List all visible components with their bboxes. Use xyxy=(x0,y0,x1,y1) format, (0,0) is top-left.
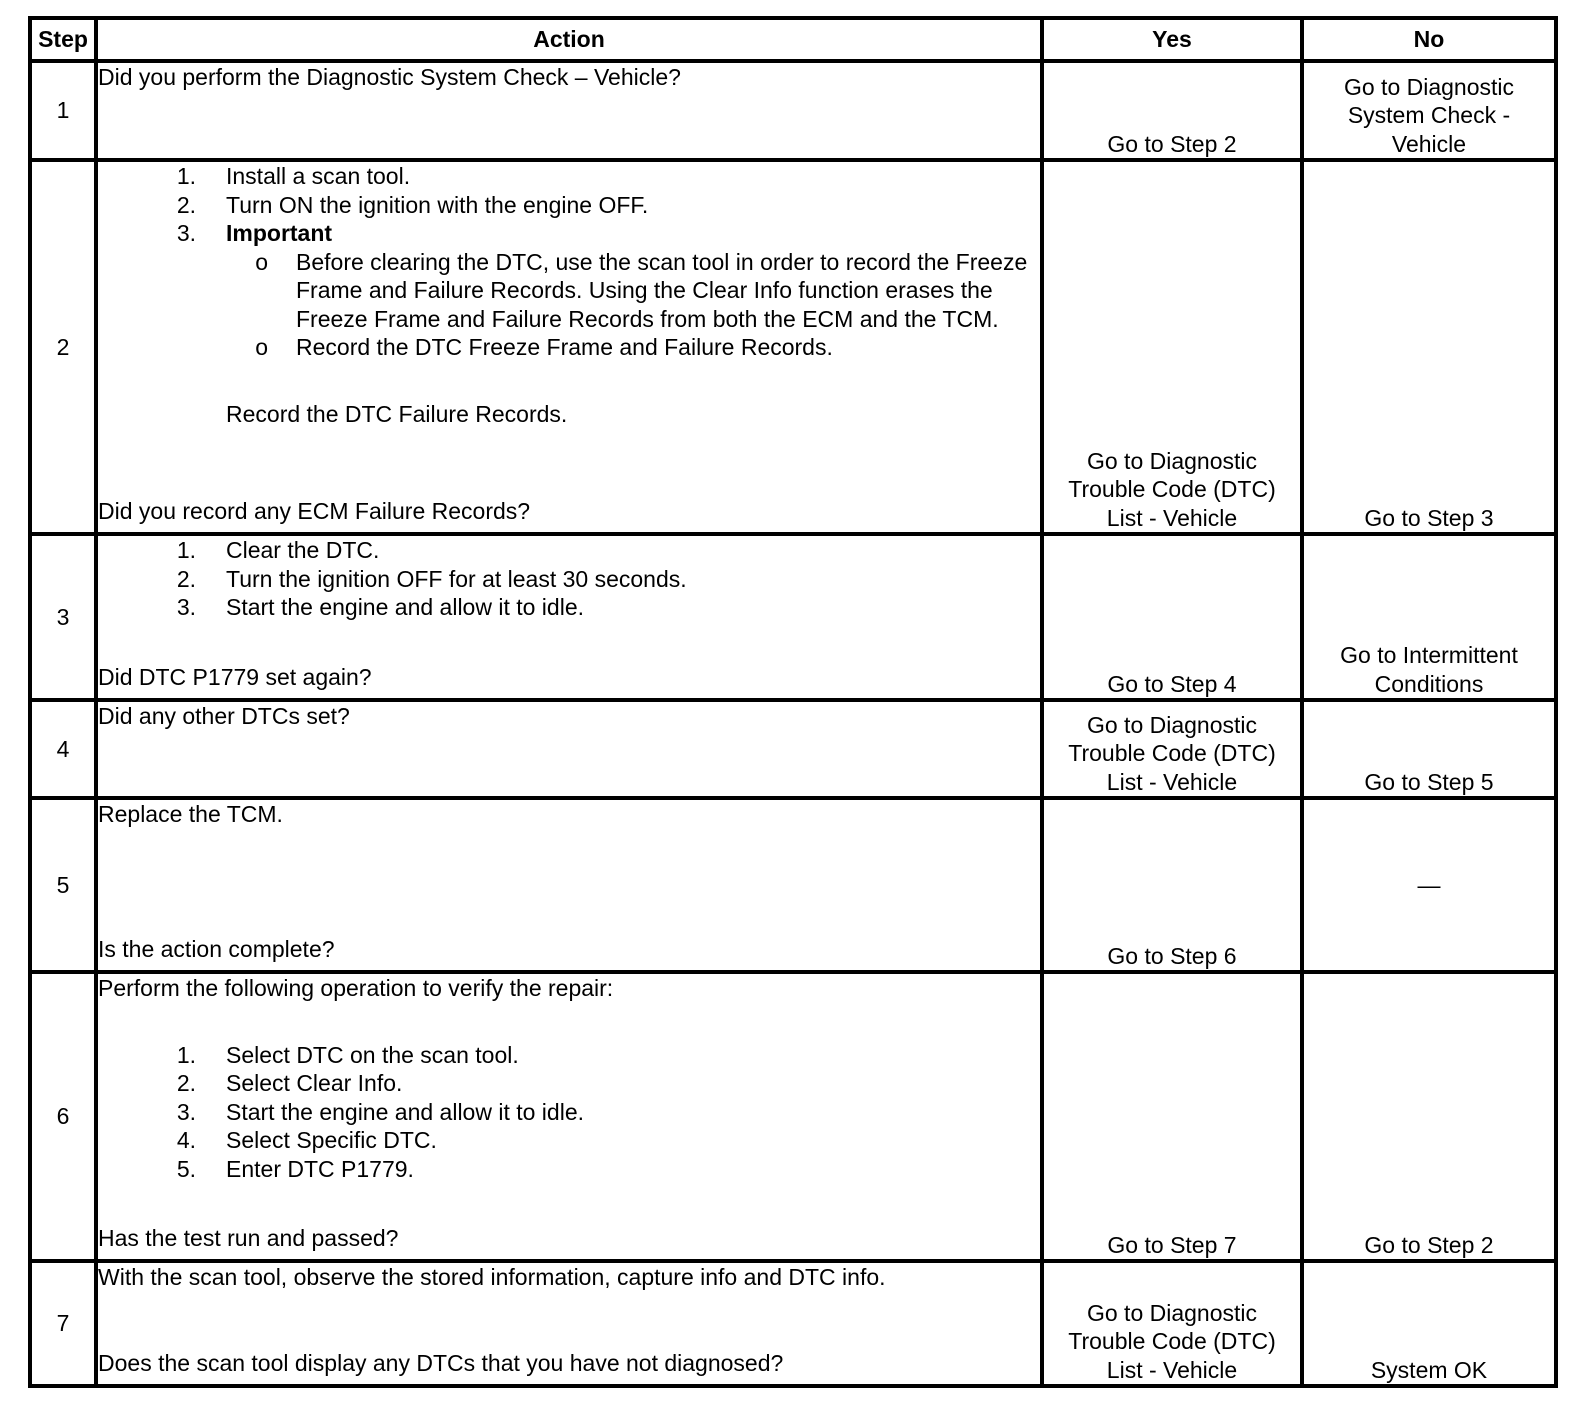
action-question: Does the scan tool display any DTCs that you have not diagnosed? xyxy=(98,1349,784,1376)
list-item: 1. Select DTC on the scan tool. xyxy=(176,1041,519,1068)
important-label: Important xyxy=(226,220,333,246)
list-item: 4. Select Specific DTC. xyxy=(176,1127,437,1153)
list-item: o Record the DTC Freeze Frame and Failure Records. xyxy=(255,334,833,360)
action-note: Record the DTC Failure Records. xyxy=(226,400,568,427)
action-intro: Replace the TCM. xyxy=(98,801,283,827)
step-number: 6 xyxy=(30,972,96,1261)
yes-cell: Go to Step 2 xyxy=(1042,61,1302,160)
list-item: o Before clearing the DTC, use the scan tool in order to record the Freeze Frame and Failure Records. Using the Clear Info function erases the Freeze Frame and Failure Records from both the ECM and the TCM. xyxy=(255,248,1028,332)
no-cell: Go to Step 3 xyxy=(1302,160,1556,534)
action-intro: With the scan tool, observe the stored information, capture info and DTC info. xyxy=(98,1264,886,1290)
action-cell xyxy=(96,798,1042,972)
action-cell xyxy=(96,1261,1042,1386)
step-number: 2 xyxy=(30,160,96,534)
step-number: 1 xyxy=(30,61,96,160)
important-sublist xyxy=(98,248,1040,362)
table-row-step-1 xyxy=(30,61,1556,160)
diagnostic-table xyxy=(28,16,1558,1388)
list-item: 3. Start the engine and allow it to idle. xyxy=(176,594,585,620)
action-intro: Perform the following operation to verify the repair: xyxy=(98,975,614,1001)
list-item: 3. Important xyxy=(98,219,1040,248)
action-cell xyxy=(96,160,1042,534)
yes-text: Go to Diagnostic Trouble Code (DTC) List - Vehicle xyxy=(1068,711,1276,795)
no-cell xyxy=(1302,61,1556,160)
no-cell: System OK xyxy=(1302,1261,1556,1386)
action-cell xyxy=(96,972,1042,1261)
no-cell: — xyxy=(1302,798,1556,972)
action-cell xyxy=(96,700,1042,798)
no-cell: Go to Step 2 xyxy=(1302,972,1556,1261)
no-cell xyxy=(1302,534,1556,700)
yes-text: Go to Diagnostic Trouble Code (DTC) List - Vehicle xyxy=(1068,447,1276,531)
list-item: 5. Enter DTC P1779. xyxy=(176,1155,414,1182)
yes-cell xyxy=(1042,1261,1302,1386)
table-row-step-5 xyxy=(30,798,1556,972)
action-question: Did you record any ECM Failure Records? xyxy=(98,497,531,524)
header-yes: Yes xyxy=(1042,18,1302,61)
action-question: Is the action complete? xyxy=(98,935,335,962)
list-item: 3. Start the engine and allow it to idle. xyxy=(176,1098,585,1125)
yes-text: Go to Diagnostic Trouble Code (DTC) List - Vehicle xyxy=(1068,1299,1276,1383)
procedure-list xyxy=(98,162,1040,248)
table-row-step-6 xyxy=(30,972,1556,1261)
action-cell xyxy=(96,61,1042,160)
action-question: Did any other DTCs set? xyxy=(98,703,350,729)
table-row-step-3 xyxy=(30,534,1556,700)
action-question: Has the test run and passed? xyxy=(98,1224,399,1251)
list-item: 1. Clear the DTC. xyxy=(176,537,380,563)
action-question: Did you perform the Diagnostic System Check – Vehicle? xyxy=(98,64,681,90)
no-text: Go to Intermittent Conditions xyxy=(1340,642,1518,697)
header-step: Step xyxy=(30,18,96,61)
yes-cell: Go to Step 7 xyxy=(1042,972,1302,1261)
list-item: 2. Turn ON the ignition with the engine OFF. xyxy=(176,191,649,218)
header-no: No xyxy=(1302,18,1556,61)
list-item: 2. Turn the ignition OFF for at least 30 seconds. xyxy=(176,565,687,592)
step-number: 3 xyxy=(30,534,96,700)
table-row-step-2 xyxy=(30,160,1556,534)
yes-cell xyxy=(1042,160,1302,534)
table-row-step-4 xyxy=(30,700,1556,798)
table-row-step-7 xyxy=(30,1261,1556,1386)
step-number: 4 xyxy=(30,700,96,798)
yes-cell: Go to Step 6 xyxy=(1042,798,1302,972)
step-number: 7 xyxy=(30,1261,96,1386)
step-number: 5 xyxy=(30,798,96,972)
procedure-list xyxy=(98,536,1040,622)
action-question: Did DTC P1779 set again? xyxy=(98,663,372,690)
procedure-list xyxy=(98,1041,1040,1184)
yes-cell: Go to Step 4 xyxy=(1042,534,1302,700)
yes-cell xyxy=(1042,700,1302,798)
header-row xyxy=(30,18,1556,61)
action-cell xyxy=(96,534,1042,700)
no-cell: Go to Step 5 xyxy=(1302,700,1556,798)
list-item: 2. Select Clear Info. xyxy=(176,1070,403,1096)
no-text: Go to Diagnostic System Check - Vehicle xyxy=(1343,73,1515,157)
header-action: Action xyxy=(96,18,1042,61)
list-item: 1. Install a scan tool. xyxy=(176,163,411,189)
